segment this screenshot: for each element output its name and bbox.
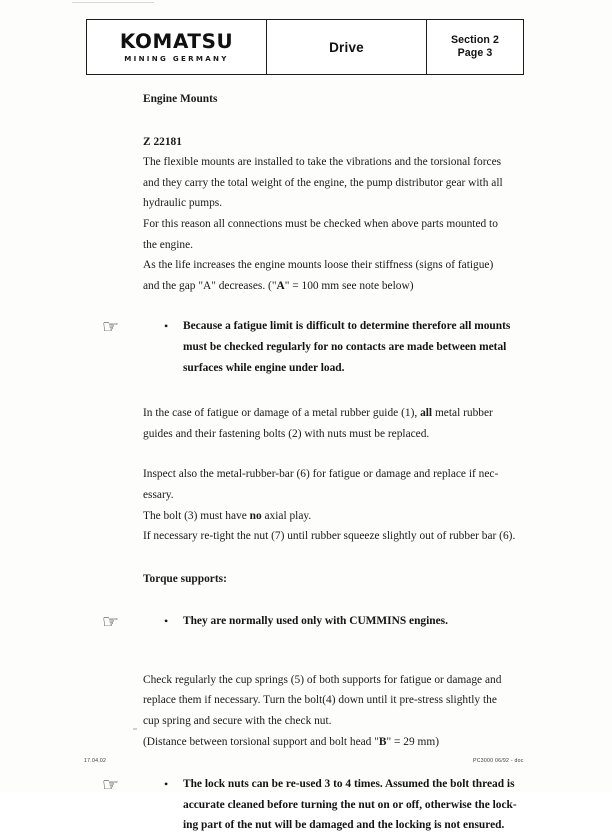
note1-line2: must be checked regularly for no contacts are made between metal [183, 340, 507, 353]
para4-line2: guides and their fastening bolts (2) with nuts must be replaced. [143, 427, 430, 440]
para6-line4-suffix: " = 29 mm) [386, 735, 440, 748]
document-body [102, 89, 525, 836]
para5-line3-prefix: The bolt (3) must have [143, 509, 250, 522]
paragraph-check-connections [143, 214, 525, 255]
header-section-cell [427, 20, 523, 74]
emphasis-no: no [249, 509, 262, 522]
komatsu-logo-subtitle: MINING GERMANY [124, 53, 229, 63]
para6-line3: cup spring and secure with the check nut. [143, 715, 332, 728]
paragraph-metal-rubber-guide [143, 403, 525, 444]
paragraph-cup-springs [143, 670, 525, 752]
pointing-hand-icon: ☞ [102, 316, 120, 339]
para5-line2: essary. [143, 488, 174, 501]
drawing-reference: Z 22181 [143, 135, 182, 148]
para5-line1: Inspect also the metal-rubber-bar (6) for fatigue or damage and replace if nec- [143, 468, 499, 481]
page-header-table [86, 19, 524, 75]
scan-edge-artifact [72, 2, 154, 3]
note1-line1: Because a fatigue limit is difficult to determine therefore all mounts [183, 320, 511, 333]
header-logo-cell [87, 20, 267, 74]
para3-line2-suffix: " = 100 mm see note below) [284, 279, 414, 292]
section-heading-torque-supports: Torque supports: [143, 572, 227, 585]
bullet-icon: • [164, 777, 169, 792]
note-cummins-engines [102, 611, 525, 634]
footer-date: 17.04.02 [84, 758, 107, 764]
para5-line3-suffix: axial play. [261, 509, 312, 522]
page-number: Page 3 [457, 47, 493, 59]
section-heading-engine-mounts: Engine Mounts [143, 93, 218, 105]
para3-line1: As the life increases the engine mounts loose their stiffness (signs of fatigue) [143, 259, 494, 272]
note1-line3: surfaces while engine under load. [183, 361, 345, 374]
para1-line3: hydraulic pumps. [143, 197, 223, 210]
paragraph-flexible-mounts [143, 152, 525, 214]
bullet-icon: • [164, 319, 169, 334]
para5-line4: If necessary re-tight the nut (7) until rubber squeeze slightly out of rubber bar (6). [143, 530, 516, 543]
para6-line2: replace them if necessary. Turn the bolt(4) down until it pre-stress slightly the [143, 694, 497, 707]
note-fatigue-limit [102, 316, 525, 378]
note-fatigue-limit-text [183, 316, 525, 378]
gap-label-b: B [378, 735, 387, 748]
para2-line2: the engine. [143, 238, 193, 251]
bullet-icon: • [164, 614, 169, 629]
paragraph-inspect-rubber-bar [143, 464, 525, 546]
emphasis-all: all [420, 407, 433, 420]
note2-line1: They are normally used only with CUMMINS engines. [183, 615, 448, 628]
para4-line1-suffix: metal rubber [432, 407, 493, 420]
para3-line2-prefix: and the gap "A" decreases. (" [143, 279, 277, 292]
para6-line1: Check regularly the cup springs (5) of both supports for fatigue or damage and [143, 673, 502, 686]
note3-line2: accurate cleaned before turning the nut on or off, otherwise the lock- [183, 798, 517, 811]
scan-speck-artifact [133, 728, 137, 730]
pointing-hand-icon: ☞ [102, 774, 120, 797]
para2-line1: For this reason all connections must be checked when above parts mounted to [143, 217, 498, 230]
footer-document-code: PC3000 06/92 - doc [473, 758, 524, 764]
para4-line1-prefix: In the case of fatigue or damage of a metal rubber guide (1), [143, 407, 421, 420]
note-cummins-engines-text [183, 611, 525, 632]
note-lock-nuts [102, 774, 525, 836]
para1-line2: and they carry the total weight of the engine, the pump distributor gear with all [143, 176, 503, 189]
pointing-hand-icon: ☞ [102, 611, 120, 634]
gap-label-a: A [276, 279, 285, 292]
paragraph-gap-a [143, 255, 525, 296]
note-lock-nuts-text [183, 774, 525, 836]
komatsu-logo-wordmark: KOMATSU [119, 30, 234, 54]
note3-line3: ing part of the nut will be damaged and the locking is not ensured. [183, 819, 505, 832]
para6-line4-prefix: (Distance between torsional support and bolt head " [143, 735, 379, 748]
page-title: Drive [329, 39, 364, 55]
para1-line1: The flexible mounts are installed to take the vibrations and the torsional forces [143, 156, 502, 169]
header-title-cell [267, 20, 427, 74]
section-number: Section 2 [451, 34, 499, 47]
note3-line1: The lock nuts can be re-used 3 to 4 times. Assumed the bolt thread is [183, 778, 515, 791]
